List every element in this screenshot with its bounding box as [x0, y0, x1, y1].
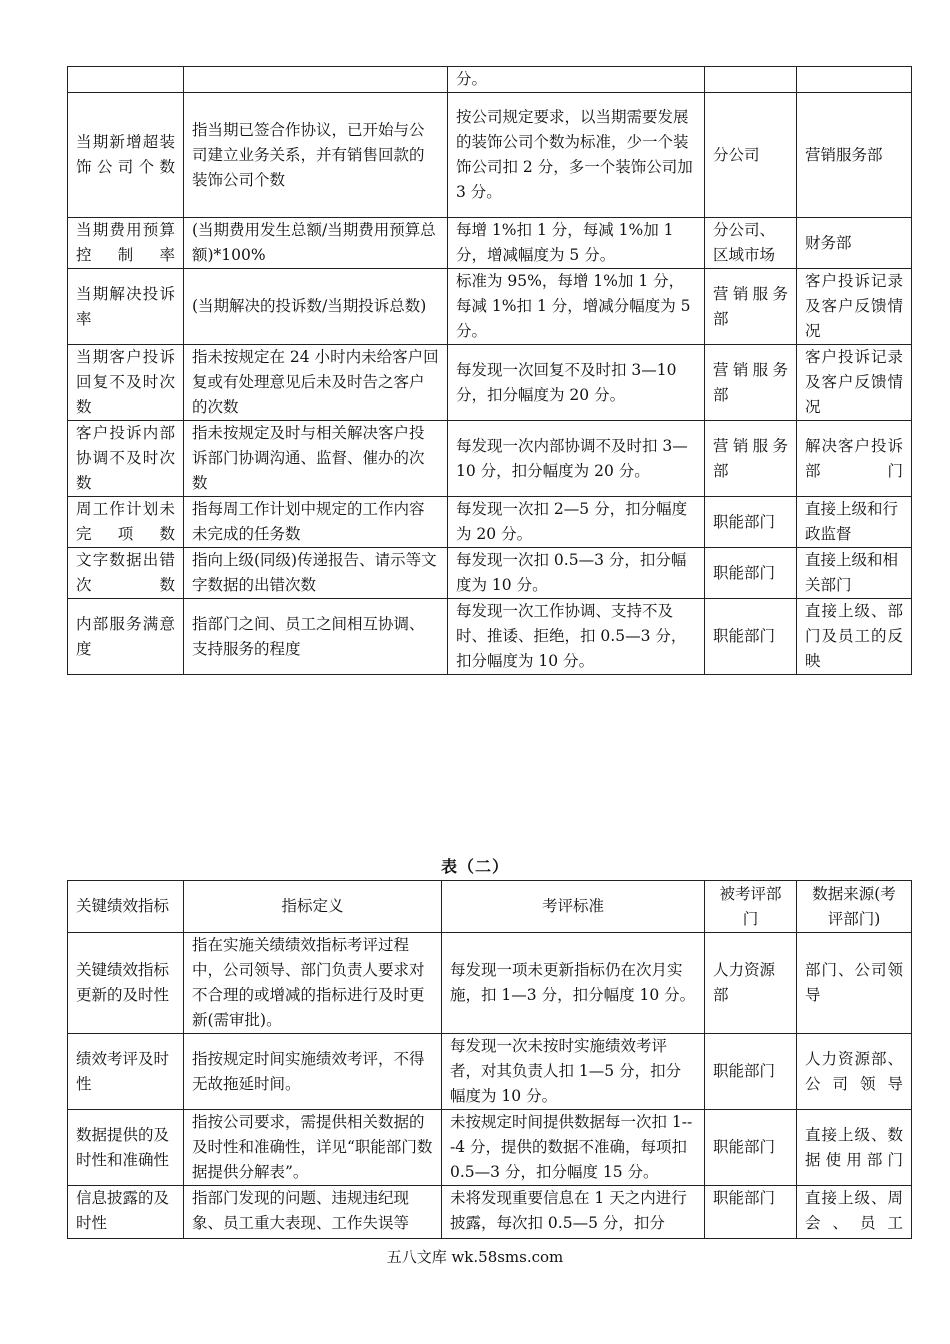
standard-cell: 按公司规定要求，以当期需要发展的装饰公司个数为标准，少一个装饰公司扣 2 分，多一个装饰公司加 3 分。 — [448, 93, 705, 218]
standard-cell: 每发现一次扣 2—5 分，扣分幅度为 20 分。 — [448, 497, 705, 548]
indicator-name-cell: 当期新增超装饰公司个数 — [68, 93, 184, 218]
source-cell: 部门、公司领导 — [797, 933, 912, 1034]
department-cell: 人力资源部 — [705, 933, 797, 1034]
definition-cell — [184, 67, 448, 93]
footer-watermark: 五八文库 wk.58sms.com — [386, 1248, 564, 1266]
standard-cell: 未将发现重要信息在 1 天之内进行披露，每次扣 0.5—5 分，扣分 — [442, 1186, 705, 1239]
source-cell: 直接上级、部门及员工的反映 — [797, 599, 912, 675]
header-indicator: 关键绩效指标 — [68, 881, 184, 933]
indicator-name-cell: 信息披露的及时性 — [68, 1186, 184, 1239]
header-source: 数据来源(考评部门) — [797, 881, 912, 933]
department-cell: 营销服务部 — [705, 269, 797, 345]
header-definition: 指标定义 — [184, 881, 442, 933]
standard-cell: 每发现一次未按时实施绩效考评者，对其负责人扣 1—5 分，扣分幅度为 10 分。 — [442, 1034, 705, 1110]
department-cell — [705, 67, 797, 93]
table-row — [68, 218, 912, 269]
standard-cell: 每发现一次回复不及时扣 3—10 分，扣分幅度为 20 分。 — [448, 345, 705, 421]
department-cell: 职能部门 — [705, 599, 797, 675]
table-caption: 表（二） — [440, 857, 509, 876]
standard-cell: 每发现一次内部协调不及时扣 3—10 分，扣分幅度为 20 分。 — [448, 421, 705, 497]
standard-cell: 标准为 95%，每增 1%加 1 分，每减 1%扣 1 分，增减分幅度为 5 分。 — [448, 269, 705, 345]
source-cell: 营销服务部 — [797, 93, 912, 218]
indicator-name-cell: 绩效考评及时性 — [68, 1034, 184, 1110]
indicator-name-cell: 当期客户投诉回复不及时次数 — [68, 345, 184, 421]
table-row — [68, 67, 912, 93]
indicator-name-cell — [68, 67, 184, 93]
indicator-name-cell: 文字数据出错次数 — [68, 548, 184, 599]
kpi-table-1 — [67, 66, 912, 675]
table-row — [68, 345, 912, 421]
standard-cell: 每增 1%扣 1 分，每减 1%加 1 分，增减幅度为 5 分。 — [448, 218, 705, 269]
department-cell: 职能部门 — [705, 548, 797, 599]
source-cell: 直接上级和相关部门 — [797, 548, 912, 599]
table-row — [68, 933, 912, 1034]
source-cell — [797, 67, 912, 93]
source-cell: 直接上级、数据使用部门 — [797, 1110, 912, 1186]
source-cell: 客户投诉记录及客户反馈情况 — [797, 269, 912, 345]
department-cell: 营销服务部 — [705, 421, 797, 497]
indicator-name-cell: 周工作计划未完项数 — [68, 497, 184, 548]
indicator-name-cell: 内部服务满意度 — [68, 599, 184, 675]
source-cell: 客户投诉记录及客户反馈情况 — [797, 345, 912, 421]
kpi-table-2 — [67, 880, 912, 1239]
definition-cell: (当期费用发生总额/当期费用预算总额)*100% — [184, 218, 448, 269]
indicator-name-cell: 当期费用预算控制率 — [68, 218, 184, 269]
definition-cell: 指按公司要求，需提供相关数据的及时性和准确性，详见“职能部门数据提供分解表”。 — [184, 1110, 442, 1186]
header-standard: 考评标准 — [442, 881, 705, 933]
table-row — [68, 497, 912, 548]
standard-cell: 未按规定时间提供数据每一次扣 1---4 分，提供的数据不准确，每项扣 0.5—3 分，扣分幅度 15 分。 — [442, 1110, 705, 1186]
definition-cell: 指在实施关绩绩效指标考评过程中，公司领导、部门负责人要求对不合理的或增减的指标进行及时更新(需审批)。 — [184, 933, 442, 1034]
department-cell: 职能部门 — [705, 1186, 797, 1239]
definition-cell: 指未按规定及时与相关解决客户投诉部门协调沟通、监督、催办的次数 — [184, 421, 448, 497]
standard-cell: 每发现一项未更新指标仍在次月实施，扣 1—3 分，扣分幅度 10 分。 — [442, 933, 705, 1034]
table-row — [68, 1186, 912, 1239]
definition-cell: 指向上级(同级)传递报告、请示等文字数据的出错次数 — [184, 548, 448, 599]
definition-cell: (当期解决的投诉数/当期投诉总数) — [184, 269, 448, 345]
department-cell: 分公司 — [705, 93, 797, 218]
source-cell: 解决客户投诉部门 — [797, 421, 912, 497]
table-row — [68, 421, 912, 497]
indicator-name-cell: 客户投诉内部协调不及时次数 — [68, 421, 184, 497]
table-header-row — [68, 881, 912, 933]
department-cell: 职能部门 — [705, 1034, 797, 1110]
definition-cell: 指部门之间、员工之间相互协调、支持服务的程度 — [184, 599, 448, 675]
table-row — [68, 93, 912, 218]
standard-cell: 每发现一次扣 0.5—3 分，扣分幅度为 10 分。 — [448, 548, 705, 599]
indicator-name-cell: 当期解决投诉率 — [68, 269, 184, 345]
table-row — [68, 1034, 912, 1110]
indicator-name-cell: 关键绩效指标更新的及时性 — [68, 933, 184, 1034]
source-cell: 直接上级、周会、员工 — [797, 1186, 912, 1239]
department-cell: 职能部门 — [705, 1110, 797, 1186]
definition-cell: 指每周工作计划中规定的工作内容未完成的任务数 — [184, 497, 448, 548]
indicator-name-cell: 数据提供的及时性和准确性 — [68, 1110, 184, 1186]
header-department: 被考评部门 — [705, 881, 797, 933]
department-cell: 职能部门 — [705, 497, 797, 548]
definition-cell: 指部门发现的问题、违规违纪现象、员工重大表现、工作失误等 — [184, 1186, 442, 1239]
source-cell: 财务部 — [797, 218, 912, 269]
table-row — [68, 1110, 912, 1186]
definition-cell: 指当期已签合作协议，已开始与公司建立业务关系，并有销售回款的装饰公司个数 — [184, 93, 448, 218]
table-row — [68, 599, 912, 675]
definition-cell: 指未按规定在 24 小时内未给客户回复或有处理意见后未及时告之客户的次数 — [184, 345, 448, 421]
standard-cell: 每发现一次工作协调、支持不及时、推诿、拒绝，扣 0.5—3 分，扣分幅度为 10 分。 — [448, 599, 705, 675]
definition-cell: 指按规定时间实施绩效考评，不得无故拖延时间。 — [184, 1034, 442, 1110]
department-cell: 营销服务部 — [705, 345, 797, 421]
table-row — [68, 548, 912, 599]
department-cell: 分公司、区域市场 — [705, 218, 797, 269]
standard-cell: 分。 — [448, 67, 705, 93]
source-cell: 人力资源部、公司领导 — [797, 1034, 912, 1110]
table-row — [68, 269, 912, 345]
source-cell: 直接上级和行政监督 — [797, 497, 912, 548]
